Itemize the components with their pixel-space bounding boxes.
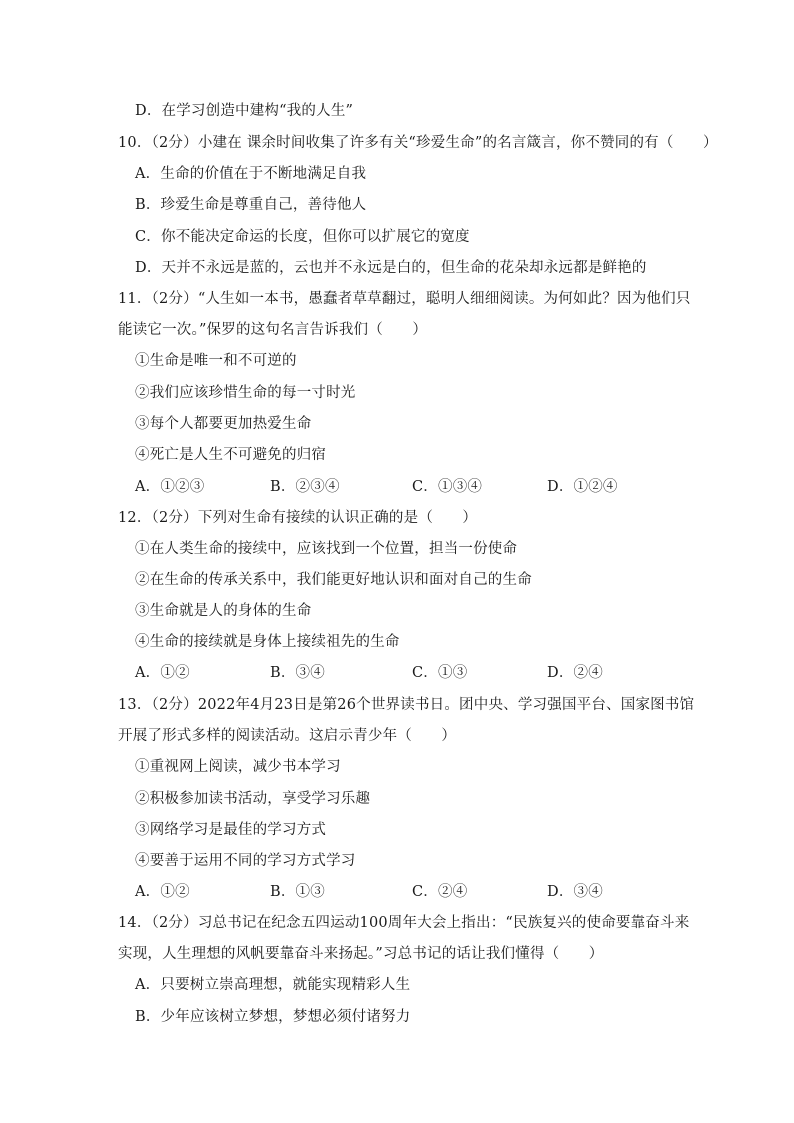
q12-statement-3: ③生命就是人的身体的生命 <box>135 603 312 619</box>
q13-statement-3: ③网络学习是最佳的学习方式 <box>135 822 327 838</box>
q14-option-b: B．少年应该树立梦想，梦想必须付诸努力 <box>135 1009 411 1025</box>
q12-choice-a: A．①② <box>135 665 190 681</box>
q11-statement-1: ①生命是唯一和不可逆的 <box>135 353 297 369</box>
q14-stem-line2: 实现，人生理想的风帆要靠奋斗来扬起。”习总书记的话让我们懂得（ ） <box>118 946 604 962</box>
q13-choice-c: C．②④ <box>412 884 468 900</box>
q10-option-d: D．天并不永远是蓝的，云也并不永远是白的，但生命的花朵却永远都是鲜艳的 <box>135 260 647 276</box>
q12-choice-b: B．③④ <box>270 665 325 681</box>
q10-option-b: B．珍爱生命是尊重自己，善待他人 <box>135 197 367 213</box>
q10-option-a: A．生命的价值在于不断地满足自我 <box>135 166 367 182</box>
q13-statement-1: ①重视网上阅读，减少书本学习 <box>135 759 341 775</box>
q13-choice-b: B．①③ <box>270 884 325 900</box>
q13-stem-line2: 开展了形式多样的阅读活动。这启示青少年（ ） <box>118 728 457 744</box>
q13-choice-a: A．①② <box>135 884 190 900</box>
q12-statement-1: ①在人类生命的接续中，应该找到一个位置，担当一份使命 <box>135 541 518 557</box>
q13-choice-d: D．③④ <box>547 884 603 900</box>
q11-choice-d: D．①②④ <box>547 479 618 495</box>
q11-choice-a: A．①②③ <box>135 479 205 495</box>
q14-stem-line1: 14．（2分）习总书记在纪念五四运动100周年大会上指出：“民族复兴的使命要靠奋斗来 <box>118 915 690 931</box>
q13-statement-2: ②积极参加读书活动，享受学习乐趣 <box>135 791 371 807</box>
q11-stem-line2: 能读它一次。”保罗的这句名言告诉我们（ ） <box>118 322 428 338</box>
q11-statement-2: ②我们应该珍惜生命的每一寸时光 <box>135 385 356 401</box>
q9-option-d: D．在学习创造中建构“我的人生” <box>135 103 354 119</box>
q11-choice-b: B．②③④ <box>270 479 340 495</box>
q11-stem-line1: 11．（2分）“人生如一本书，愚蠢者草草翻过，聪明人细细阅读。为何如此？因为他们只 <box>118 291 691 307</box>
q13-stem-line1: 13．（2分）2022年4月23日是第26个世界读书日。团中央、学习强国平台、国家图书馆 <box>118 697 695 713</box>
q12-statement-2: ②在生命的传承关系中，我们能更好地认识和面对自己的生命 <box>135 572 532 588</box>
q14-option-a: A．只要树立崇高理想，就能实现精彩人生 <box>135 977 411 993</box>
q12-statement-4: ④生命的接续就是身体上接续祖先的生命 <box>135 634 400 650</box>
q11-statement-3: ③每个人都要更加热爱生命 <box>135 416 312 432</box>
q12-stem: 12．（2分）下列对生命有接续的认识正确的是（ ） <box>118 510 478 526</box>
q11-choice-c: C．①③④ <box>412 479 483 495</box>
q12-choice-c: C．①③ <box>412 665 468 681</box>
q13-statement-4: ④要善于运用不同的学习方式学习 <box>135 853 356 869</box>
q12-choice-d: D．②④ <box>547 665 603 681</box>
q10-stem: 10．（2分）小建在 课余时间收集了许多有关“珍爱生命”的名言箴言，你不赞同的有（ ） <box>118 135 718 151</box>
q10-option-c: C．你不能决定命运的长度，但你可以扩展它的宽度 <box>135 229 470 245</box>
q11-statement-4: ④死亡是人生不可避免的归宿 <box>135 447 327 463</box>
